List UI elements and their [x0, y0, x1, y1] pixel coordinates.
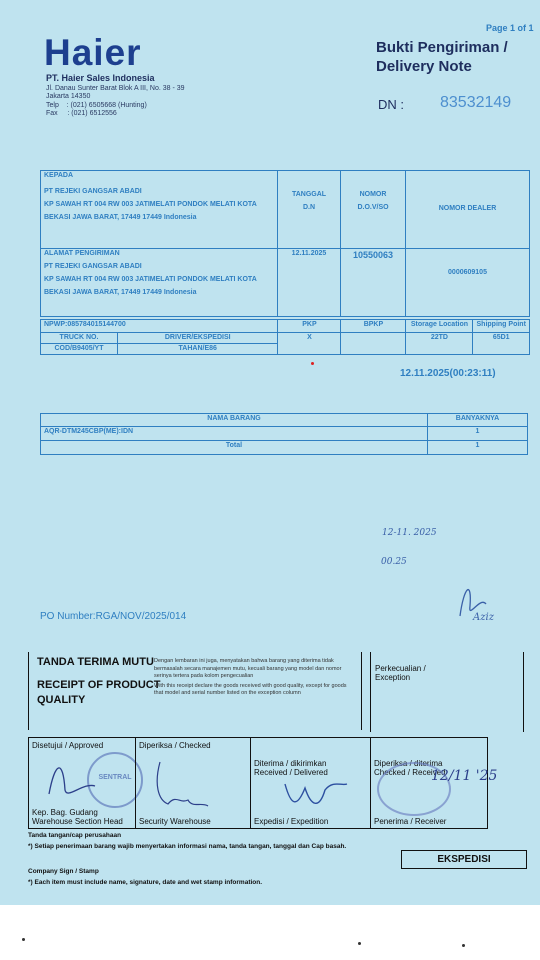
receipt-text-id: Dengan lembaran ini juga, menyatakan bahwa barang yang diterima tidak bermasalah secara manajemen mutu, kecuali barang yang model dan nomor serinya tertera pada kolom pengecualian [154, 658, 342, 679]
red-mark [311, 362, 314, 365]
dn-date: 12.11.2025 [278, 249, 341, 317]
approved-label: Disetujui / Approved [32, 741, 104, 750]
consignee-cell [41, 171, 278, 249]
security-signature [142, 754, 212, 814]
truck-no-header: TRUCK NO. [41, 333, 118, 344]
receipt-title [37, 655, 160, 708]
consignee-table [40, 170, 530, 317]
dealer-header-cell [406, 171, 530, 249]
delivery-address-line: KP SAWAH RT 004 RW 003 JATIMELATI PONDOK MELATI KOTA [44, 276, 257, 283]
pkp-header: PKP [278, 320, 341, 333]
tanggal-sub: D.N [302, 204, 316, 211]
delivery-address-cell [41, 249, 278, 317]
note-id: *) Setiap penerimaan barang wajib menyertakan informasi nama, tanda tangan, tanggal dan Cap basah. [28, 843, 347, 850]
handwritten-date: 12-11. 2025 [382, 528, 437, 538]
dealer-number: 0000609105 [406, 249, 530, 317]
dn-number: 83532149 [440, 94, 512, 111]
expedition-signature [281, 776, 351, 816]
stamp-text: SENTRAL [98, 774, 132, 781]
receipt-text-en: With this receipt declare the goods received with good quality, except for goods that model and serial number listed on the exception column [154, 682, 347, 696]
nomor-sub: D.O.V/SO [357, 204, 389, 211]
shipping-point-header: Shipping Point [473, 320, 530, 333]
item-name: AQR-DTM245CBP(ME):IDN [41, 427, 428, 441]
receiver-label: Penerima / Receiver [374, 817, 447, 826]
npwp: NPWP:085784015144700 [41, 320, 278, 333]
expedition-label: Expedisi / Expedition [254, 817, 329, 826]
delivered-label: Diterima / dikirimkan Received / Delivered [254, 759, 328, 777]
pkp-value: X [278, 333, 341, 355]
shipping-point-value: 65D1 [473, 333, 530, 355]
scan-speck [22, 938, 25, 941]
dn-label: DN : [378, 97, 404, 112]
bpkp-header: BPKP [341, 320, 406, 333]
table-row [41, 427, 528, 441]
company-sign-en: Company Sign / Stamp [28, 868, 99, 875]
company-name: PT. Haier Sales Indonesia [46, 73, 155, 83]
checked-label: Diperiksa / Checked [139, 741, 211, 750]
storage-location-header: Storage Location [406, 320, 473, 333]
truck-no-value: COD/B9405/YT [41, 344, 118, 355]
company-address: Jl. Danau Sunter Barat Blok A III, No. 38 - 39 Jakarta 14350 Telp : (021) 6505668 (Hunting) Fax : (021) 6512556 [46, 85, 185, 117]
nomor-header: NOMOR [359, 191, 387, 198]
receipt-title-en-2: QUALITY [37, 694, 86, 706]
approved-box [28, 737, 136, 829]
warehouse-head-label: Kep. Bag. Gudang Warehouse Section Head [32, 808, 123, 826]
consignee-label: KEPADA [44, 172, 74, 179]
item-qty: 1 [428, 427, 528, 441]
haier-logo: Haier [44, 32, 142, 73]
po-number: PO Number:RGA/NOV/2025/014 [40, 611, 187, 622]
scan-speck [462, 944, 465, 947]
print-timestamp: 12.11.2025(00:23:11) [400, 368, 496, 379]
total-qty: 1 [428, 441, 528, 455]
driver-value: TAHAN/E86 [118, 344, 278, 355]
exception-box: Perkecualian / Exception [370, 652, 524, 732]
items-table [40, 413, 528, 455]
delivered-box [250, 737, 371, 829]
note-en: *) Each item must include name, signature, date and wet stamp information. [28, 879, 263, 886]
page-indicator: Page 1 of 1 [486, 23, 534, 33]
consignee-line: PT REJEKI GANGSAR ABADI [44, 188, 142, 195]
receipt-text [154, 658, 354, 698]
shipping-table [40, 319, 530, 355]
approver-signature [43, 756, 103, 804]
security-warehouse-label: Security Warehouse [139, 817, 211, 826]
document-title: Bukti Pengiriman / Delivery Note [376, 39, 508, 75]
storage-location-value: 22TD [406, 333, 473, 355]
signature-row [28, 737, 526, 829]
checked-box [135, 737, 251, 829]
item-qty-header: BANYAKNYA [428, 414, 528, 427]
bpkp-value [341, 333, 406, 355]
total-label: Total [41, 441, 428, 455]
order-number: 10550063 [341, 249, 406, 317]
dealer-header: NOMOR DEALER [438, 205, 497, 212]
order-header-cell [341, 171, 406, 249]
signature-name: Aziz [473, 612, 494, 623]
item-name-header: NAMA BARANG [41, 414, 428, 427]
date-header-cell [278, 171, 341, 249]
receipt-title-en: RECEIPT OF PRODUCT [37, 679, 161, 691]
receipt-title-id: TANDA TERIMA MUTU [37, 656, 154, 668]
scan-speck [358, 942, 361, 945]
receiver-handwriting: 12/11 '25 [431, 768, 498, 784]
consignee-line: KP SAWAH RT 004 RW 003 JATIMELATI PONDOK MELATI KOTA [44, 201, 257, 208]
received-box [370, 737, 498, 829]
delivery-address-line: BEKASI JAWA BARAT, 17449 17449 Indonesia [44, 289, 197, 296]
delivery-address-label: ALAMAT PENGIRIMAN [44, 250, 120, 257]
ekspedisi-box: EKSPEDISI [401, 850, 527, 869]
received-label: Diperiksa / diterima Checked / Received [374, 759, 446, 777]
company-sign-id: Tanda tangan/cap perusahaan [28, 832, 122, 839]
tanggal-header: TANGGAL [291, 191, 327, 198]
consignee-line: BEKASI JAWA BARAT, 17449 17449 Indonesia [44, 214, 197, 221]
delivery-address-line: PT REJEKI GANGSAR ABADI [44, 263, 142, 270]
driver-header: DRIVER/EKSPEDISI [118, 333, 278, 344]
handwritten-time: 00.25 [381, 557, 407, 567]
